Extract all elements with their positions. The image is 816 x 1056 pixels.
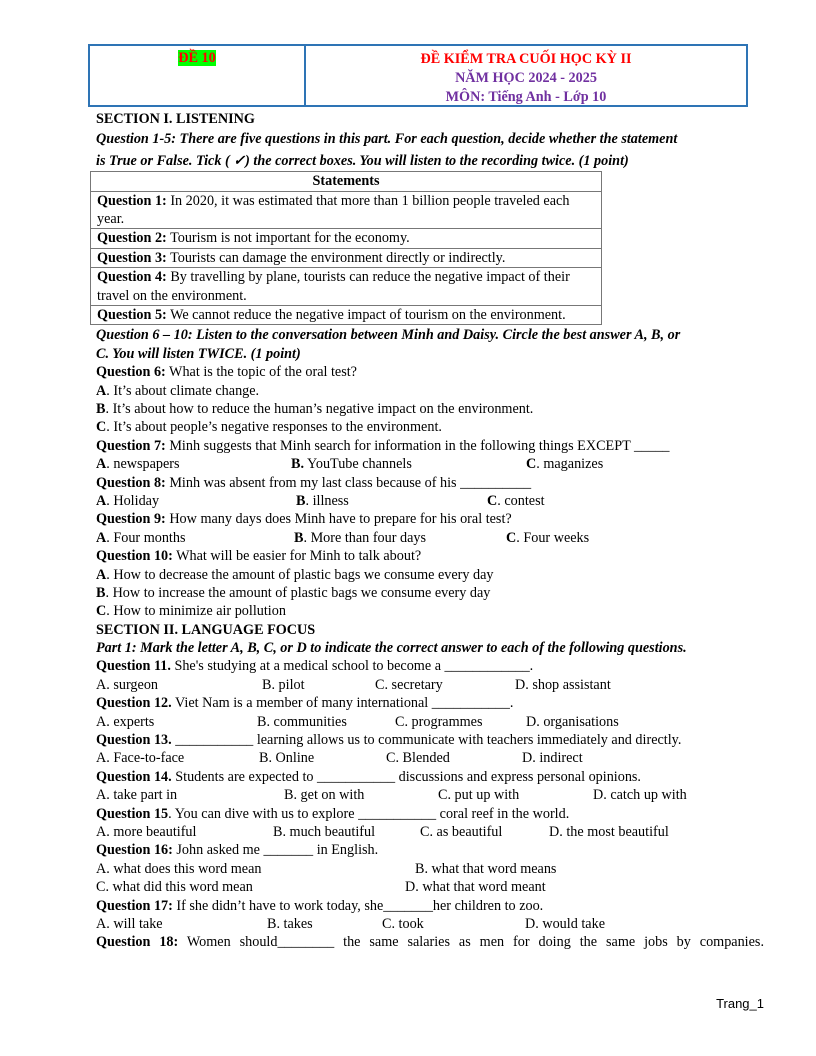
question-18: Question 18: Women should________ the same salaries as men for doing the same jobs by companies. xyxy=(96,934,764,951)
q8-option-b[interactable]: B. illness xyxy=(296,492,349,509)
statements-table xyxy=(90,171,602,325)
q9-option-b[interactable]: B. More than four days xyxy=(294,529,427,546)
question-8: Question 8: Minh was absent from my last class because of his __________ xyxy=(96,474,532,491)
q6-option-b[interactable]: B. It’s about how to reduce the human’s negative impact on the environment. xyxy=(96,400,534,417)
q10-option-c[interactable]: C. How to minimize air pollution xyxy=(96,603,286,620)
exam-title-cell xyxy=(306,46,746,105)
question-16: Question 16: John asked me _______ in English. xyxy=(96,842,379,859)
question-13: Question 13. ___________ learning allows us to communicate with teachers immediately and directly. xyxy=(96,732,682,749)
q16-option-a[interactable]: A. what does this word mean xyxy=(96,860,262,877)
q12-option-c[interactable]: C. programmes xyxy=(395,713,483,730)
question-7: Question 7: Minh suggests that Minh search for information in the following things EXCEPT _____ xyxy=(96,437,670,454)
question-15: Question 15. You can dive with us to explore ___________ coral reef in the world. xyxy=(96,805,570,822)
q14-option-a[interactable]: A. take part in xyxy=(96,787,178,804)
question-10: Question 10: What will be easier for Minh to talk about? xyxy=(96,548,422,565)
section1-title: SECTION I. LISTENING xyxy=(96,111,255,127)
statement-row: Question 5: We cannot reduce the negative impact of tourism on the environment. xyxy=(91,306,602,325)
q15-option-c[interactable]: C. as beautiful xyxy=(420,823,503,840)
q7-options xyxy=(96,455,764,473)
question-9: Question 9: How many days does Minh have to prepare for his oral test? xyxy=(96,511,512,528)
q17-option-a[interactable]: A. will take xyxy=(96,915,163,932)
statement-row: Question 3: Tourists can damage the environment directly or indirectly. xyxy=(91,248,602,267)
q11-option-b[interactable]: B. pilot xyxy=(262,676,305,693)
q11-options xyxy=(96,676,764,694)
q15-option-b[interactable]: B. much beautiful xyxy=(273,823,376,840)
q13-option-a[interactable]: A. Face-to-face xyxy=(96,750,185,767)
section1-instruction-4: C. You will listen TWICE. (1 point) xyxy=(96,345,301,362)
q14-options xyxy=(96,786,764,804)
q14-option-c[interactable]: C. put up with xyxy=(438,787,520,804)
q8-option-a[interactable]: A. Holiday xyxy=(96,492,160,509)
question-6: Question 6: What is the topic of the oral test? xyxy=(96,364,357,381)
q13-option-d[interactable]: D. indirect xyxy=(522,750,583,767)
exam-header-box xyxy=(88,44,748,107)
question-17: Question 17: If she didn’t have to work today, she_______her children to zoo. xyxy=(96,897,544,914)
q14-option-b[interactable]: B. get on with xyxy=(284,787,365,804)
q8-options xyxy=(96,492,764,510)
q17-options xyxy=(96,915,764,933)
q16-option-c[interactable]: C. what did this word mean xyxy=(96,879,253,896)
q12-option-d[interactable]: D. organisations xyxy=(526,713,619,730)
section1-instruction-2: is True or False. Tick ( ✓) the correct boxes. You will listen to the recording twice. (1 point) xyxy=(96,152,629,169)
q6-option-c[interactable]: C. It’s about people’s negative responses to the environment. xyxy=(96,419,442,436)
q7-option-a[interactable]: A. newspapers xyxy=(96,456,180,473)
q16-option-b[interactable]: B. what that word means xyxy=(415,860,557,877)
q9-option-c[interactable]: C. Four weeks xyxy=(506,529,590,546)
statement-row: Question 4: By travelling by plane, tourists can reduce the negative impact of their travel on the environment. xyxy=(91,268,602,306)
exam-title: ĐỀ KIỂM TRA CUỐI HỌC KỲ II xyxy=(420,51,632,67)
q6-option-a[interactable]: A. It’s about climate change. xyxy=(96,382,260,399)
section2-title: SECTION II. LANGUAGE FOCUS xyxy=(96,621,316,638)
q10-option-a[interactable]: A. How to decrease the amount of plastic bags we consume every day xyxy=(96,566,494,583)
question-14: Question 14. Students are expected to ___________ discussions and express personal opinions. xyxy=(96,768,641,785)
question-12: Question 12. Viet Nam is a member of many international ___________. xyxy=(96,695,514,712)
school-year: NĂM HỌC 2024 - 2025 xyxy=(455,70,597,86)
q17-option-c[interactable]: C. took xyxy=(382,915,424,932)
q11-option-d[interactable]: D. shop assistant xyxy=(515,676,611,693)
q15-option-d[interactable]: D. the most beautiful xyxy=(549,823,669,840)
q15-option-a[interactable]: A. more beautiful xyxy=(96,823,197,840)
statements-header: Statements xyxy=(91,172,602,191)
page-number: Trang_1 xyxy=(716,996,764,1011)
q17-option-d[interactable]: D. would take xyxy=(525,915,605,932)
q16-options-row2 xyxy=(96,878,764,896)
q13-options xyxy=(96,749,764,767)
exam-content xyxy=(96,110,764,952)
q9-options xyxy=(96,529,764,547)
statement-row: Question 1: In 2020, it was estimated that more than 1 billion people traveled each year. xyxy=(91,191,602,229)
q14-option-d[interactable]: D. catch up with xyxy=(593,787,687,804)
section2-part1-instruction: Part 1: Mark the letter A, B, C, or D to indicate the correct answer to each of the following questions. xyxy=(96,640,687,657)
q7-option-c[interactable]: C. maganizes xyxy=(526,456,604,473)
q8-option-c[interactable]: C. contest xyxy=(487,492,545,509)
exam-code: ĐỀ 10 xyxy=(178,50,216,66)
section1-instruction-1: Question 1-5: There are five questions in this part. For each question, decide whether the statement xyxy=(96,131,678,148)
q10-option-b[interactable]: B. How to increase the amount of plastic bags we consume every day xyxy=(96,584,491,601)
section1-instruction-3: Question 6 – 10: Listen to the conversation between Minh and Daisy. Circle the best answer A, B, or xyxy=(96,327,681,344)
q15-options xyxy=(96,823,764,841)
q12-option-b[interactable]: B. communities xyxy=(257,713,347,730)
statement-row: Question 2: Tourism is not important for the economy. xyxy=(91,229,602,248)
q12-options xyxy=(96,713,764,731)
q7-option-b[interactable]: B. YouTube channels xyxy=(291,456,412,473)
q17-option-b[interactable]: B. takes xyxy=(267,915,313,932)
q16-options-row1 xyxy=(96,860,764,878)
subject: MÔN: Tiếng Anh - Lớp 10 xyxy=(445,89,607,105)
question-11: Question 11. She's studying at a medical school to become a ____________. xyxy=(96,658,534,675)
q11-option-c[interactable]: C. secretary xyxy=(375,676,443,693)
q13-option-b[interactable]: B. Online xyxy=(259,750,315,767)
exam-code-cell xyxy=(90,46,306,105)
q16-option-d[interactable]: D. what that word meant xyxy=(405,879,546,896)
q9-option-a[interactable]: A. Four months xyxy=(96,529,186,546)
q12-option-a[interactable]: A. experts xyxy=(96,713,155,730)
q11-option-a[interactable]: A. surgeon xyxy=(96,676,159,693)
q13-option-c[interactable]: C. Blended xyxy=(386,750,450,767)
